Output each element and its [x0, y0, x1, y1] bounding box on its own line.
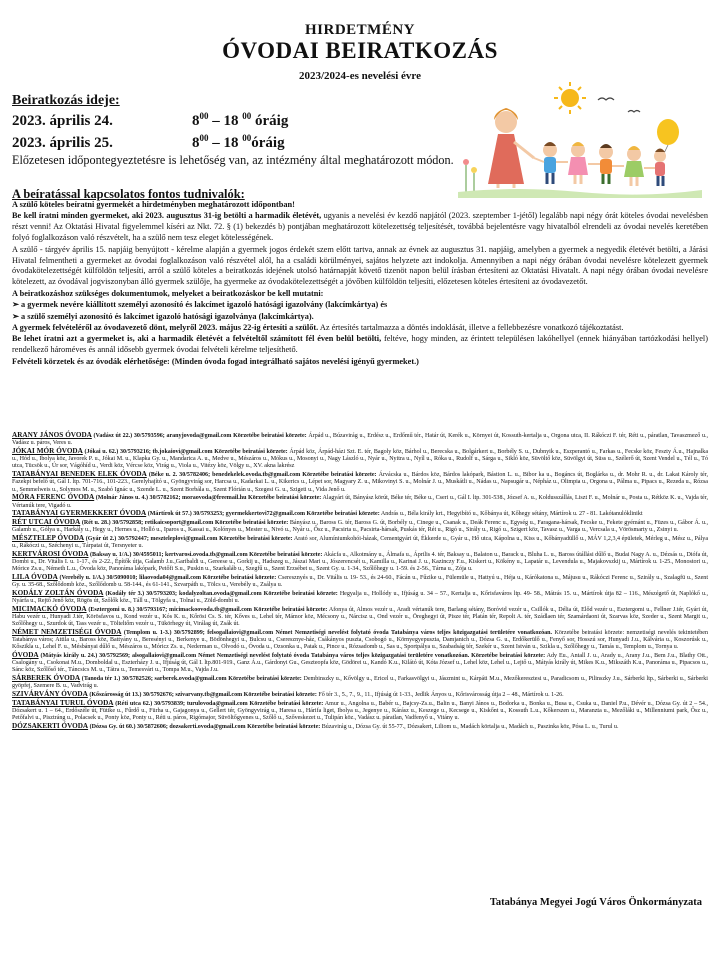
kindergarten-streets: Hegyalja u., Hollódy u., Ifjúság u. 34 – 57., Kertalja u., Kőrisfaváros ltp. 49- 58., Mátrás 15. u., Mártírok útja 82 – 116., Mészégető út, Naplókő u., Nyárfa u., Rejtő Jenő köz, Rögös út, Szőlők köz., Táll u., Tölgyfa u., Tolnai u., Zöld-dombi u.	[12, 590, 709, 604]
kindergarten-contact: (Templom u. 1-3.) 30/5792899; felsogallaiovi@gmail.com Német Nemzetiségi nevelést folytató óvoda Tatabánya város teljes közigazgatási területére vonatkozóan.	[121, 629, 553, 636]
kindergarten-name: MICIMACKÓ ÓVODA	[12, 604, 87, 613]
kindergarten-name: SZIVÁRVÁNY ÓVODA	[12, 689, 88, 698]
kindergarten-contact: (Kőszárosság út 13.) 30/5792676; szivarvany.tb@gmail.com Körzetébe beiratási körzete:	[87, 691, 317, 698]
kindergarten-streets: Árvácska u., Bárdos köz, Bárdos lakópark, Bástion L. u., Bibor ka u., Bogáncs út, Boglárka u., dr. Mohr R. u., dr. Lakat Károly tér, Fazekpi befelő út, Gál I. ltp. 701-716., 101-223., Gerelyhajító u., Gyöngyvirág sor, Harcsa u., Kadarkai L. u., Kikerics u., Lépet sor, Magyary Z. u., Mikovinyi S. u., Molnár J. u., Muskátli u., Nádas u., Napsugár u., Népház u., Olimpia u., Orgona u., Pálma u., Pipacs u., Rezeda u., Rózsa u., Semmelweis u., Solymos M. u., Szabó Ignác u., Szende L. u., Szent Borbála u., Szent Flórián u., Szegesi G. u., Szigeti u., Vida Jenő u.	[12, 472, 708, 493]
kindergarten-entry	[12, 494, 708, 510]
document-item: ➢ a gyermek nevére kiállított személyi azonosító és lakcímet igazoló hatósági igazolvány (lakcímkártya) és	[12, 300, 388, 310]
kindergarten-entry	[12, 590, 708, 606]
extra-enrollment-paragraph	[12, 334, 708, 356]
kindergarten-name: KERTVÁROSI ÓVODA	[12, 549, 89, 558]
teacher-children-illustration	[458, 80, 702, 198]
kindergarten-name: DÓZSAKERTI ÓVODA	[12, 721, 89, 730]
time-from: 8	[192, 113, 200, 129]
kindergarten-entry	[12, 629, 708, 652]
kindergarten-entry	[12, 574, 708, 590]
extra-enrollment-lead: Be lehet íratni azt a gyermeket is, aki a harmadik életévét a felvételtől számított fél éven belül betölti,	[12, 334, 382, 344]
kindergarten-contact: (Verebély u. 1/A.) 30/5090010; lilaovoda04@gmail.com Körzetébe beiratási körzete:	[57, 574, 277, 581]
issuer-signature: Tatabánya Megyei Jogú Város Önkormányzata	[489, 897, 702, 908]
enrollment-date: 2023. április 24.	[12, 113, 113, 129]
kindergarten-contact: (Béke u. 2. 30/5782406; benedekelek.ovoda.tb@gmail.com Körzetébe beiratási körzete:	[146, 472, 377, 479]
kindergarten-streets: Cseresznyés u., Dr. Vitális u. 19- 53., és 24-60., Fácán u., Fűzike u., Fülemüle u., Hattyú u., Héja u., Kárókatona u., Májusu u., Rákóczi Ferenc u., Szirály u., Szalagfü u., Szent Gy. u. 35-68., Szőlődomb köz., Szőlődomb u. 58-144., és 61-141., Szvarpáth u., Tölcs u., Verebély u., Zsálya u.	[12, 574, 708, 589]
kindergarten-name: TATABÁNYAI TURUL ÓVODA	[12, 698, 114, 707]
kindergarten-entry	[12, 519, 708, 535]
kindergarten-contact: (Réti utca 62.) 30/5793839; turulovoda@gmail.com Körzetébe beiratási körzete:	[113, 700, 324, 707]
school-year-subtitle: 2023/2024-es nevelési évre	[299, 70, 421, 82]
kindergarten-entry	[12, 535, 708, 551]
kindergarten-streets: Bányász u., Baross G. tér, Baross G. út, Borbély u., Cinege u., Csanak u., Deák Ferenc u., Egység u., Faragana-hársak, Fecske u., Fekete gyémánt u., Füzes u., Gábor Á. u., Galamb u., Gólya u., Harkály u., Hegy u., Hernes u., Holló u., Iparos u., Kassai u., Kolónyes u., Mester u., Nivó u., Nyár u., Ősz u., Pacsirta u., Pacsirta-hársak, Puskás tér, Rét u., Rigó u., Sirály u., Rigó u., Szigert köz, Tavasz u., Varga u., Vercsala u., Vörösmarty u., Zsinyi u.	[12, 519, 709, 534]
time-from-minutes: 00	[199, 111, 209, 121]
exemption-paragraph: A szülő - tárgyév április 15. napjáig benyújtott - kérelme alapján a gyermek jogos érdekét szem előtt tartva, annak az évnek az augusztus 31. napjáig, amelyben a gyermek a negyedik életévét betölti, a Járási Hivatal felmentheti a gyermeket az óvodai foglalkozáson való részvétel alól, ha a családi körülményei, sajátos helyzete azt indokolja. Amennyiben a napi négy órában óvodai nevelésre kötelezett gyermek óvodakötelezettségét külföldön teljesíti, arról a szülő köteles a beiratkozás idejének utolsó határnapját követő tizenöt napon belül írásban értesíteni az Oktatási Hivatalt. A napi négy órában óvodai nevelésre kötelezett, az óvodával jogviszonyban álló gyermek szülője, ha gyermeke az óvodakötelezettségét a jövőben külföldön teljesíti, előzetesen köteles értesíteni az óvodavezetőt.	[12, 244, 708, 287]
notice-label: HIRDETMÉNY	[304, 22, 415, 38]
kindergarten-entry	[12, 510, 708, 518]
time-suffix: óráig	[251, 135, 285, 151]
important-info-body	[12, 200, 708, 368]
mandatory-enrollment-paragraph	[12, 211, 708, 244]
kindergarten-entry	[12, 652, 708, 675]
kindergarten-name: NÉMET NEMZETISÉGI ÓVODA	[12, 627, 122, 636]
kindergarten-streets: Arató sor, Alumíniumkohói-házak, Cementgyári út, Ékkerde u., Gyár u., Hő utca, Kápolna u., Kiss u., Kőbányadüllő u., MÁV 1,2,3,4 épületek, Mérleg u., Mész u., Pálya u., Rákóczi u., Széchenyi u., Tárpatai út, Tersnyeter u.	[12, 535, 709, 549]
parent-obligation: A szülő köteles beíratni gyermekét a hirdetményben meghatározott időpontban!	[12, 200, 295, 209]
decision-lead: A gyermek felvételéről az óvodavezető dönt, melyről 2023. május 22-ig értesíti a szülőt.	[12, 322, 319, 332]
kindergarten-streets: Akácfa u., Alkotmány u., Álmafa u., Április 4. tér, Baksay u., Balaton u., Barack u., Bluha L. u., Baross útállási dűlő u., Budai Nagy A. u., Dézsás u., Diófa út, Dombi u., Dr. Vitális I. u. 1-17., és 2-22., Építők útja, Galamb J.u.,Garibaldi u., Gereese u., Gorkij u., Hadszeg u., Jászai Mari u., Jószerencsét u., Kamilla u., Karinai J. u., Kazinczy F.u., Kiskert u., Kökény u., Lapatár u., Levendula u., Majakovszkij u., Mártírok u. 1-25., Monostori u., Mórice Zs.u., Németh L.u., Óvoda köz, Panoráma lakópark, Petőfi S.u., Puskin u., Szarkaláb u., Szegfű u., Szent Erzsébet u., Szent Gy. u. 1-34., Szőlőhegy u. 1-59. és 2-56., Tárna u., Zója u.	[12, 551, 708, 573]
kindergarten-contact: (Mátyás király u. 24.) 30/5792569; alsogallaiovi@gmail.com Német Nemzetiségi nevelést folytató óvoda Tatabánya város teljes közigazgatási területére vonatkozóan. Körzetébe beiratási körzete:	[38, 652, 546, 659]
decision-rest: Az értesítés tartalmazza a döntés indoklását, illetve a fellebbezésre vonatkozó tájékoztatást.	[318, 322, 624, 332]
kindergarten-name: TATABÁNYAI GYERMEKKERT ÓVODA	[12, 509, 147, 518]
kindergarten-name: MÓRA FERENC ÓVODA	[12, 493, 95, 502]
kindergarten-name: ARANY JÁNOS ÓVODA	[12, 431, 92, 439]
kindergarten-contact: (Baksay u. 1/A.) 30/4595011; kertvarosi.ovoda.tb@gmail.com Körzetébe beiratási körzete:	[88, 551, 323, 558]
time-from: 8	[192, 135, 200, 151]
kindergarten-contact: (Mártírok út 57.) 30/5793253; gyermekkertovi72@gmail.com Körzetébe beiratási körzete:	[146, 511, 380, 518]
documents-heading: A beiratkozáshoz szükséges dokumentumok, melyeket a beiratkozáskor be kell mutatni:	[12, 288, 324, 298]
kindergarten-name: MÉSZTELEP ÓVODA	[12, 533, 85, 542]
kindergarten-streets: Árpád köz, Árpád-házi Szt. E. tér, Bagoly köz, Bárhol u., Berecska u., Bolgárkert u., Borbély S. u., Dubnyik u., Eszperantó u., Farkas u., Fecske köz, Feszty Á.u., Hajnalka u., Hód u., Ibolya köz, Javorek P. u., Jókai M. u., Klapka Gy. u., Mandarica A. u., Medve u., Mészáros u., Mókus u., Mosonyi u., Nagy László u., Nyár u., Nyitra u., Nyíl u., Róka u., Rudolf u., Sárga u., Sikló köz, Süvöltő köz, Süvölgyi út, Süss u., Szélerő út, Szent Vendel u., Tél u., Tó utca, Tücsök u., Úr sor, Vágóhíd u., Verdi köz, Vércse köz, Virág u., Viola u., Vitézy köz, Völgy u., XV. akna lakrész	[12, 448, 709, 470]
time-from-minutes: 00	[199, 133, 209, 143]
time-to-minutes: 00	[242, 111, 252, 121]
kindergarten-streets: Dembinszky u., Kővölgy u., Ericel u., Farkasvölgyi u., Jászmint u., Kárpáti M.u., Mezőkeresztesi u., Paradicsom u., Pilinszky J.u., Sárberki ltp., Sárberki u., Sárberki gyöpfej, Szemere B. u., Vadvirág u.	[12, 676, 708, 690]
enrollment-heading: Beiratkozás ideje:	[12, 93, 120, 108]
kindergarten-entry	[12, 448, 708, 471]
time-separator: – 18	[208, 135, 243, 151]
kindergarten-entry	[12, 606, 708, 629]
kindergarten-entry	[12, 691, 708, 699]
districts-heading: Felvételi körzetek és az óvodák elérhetősége: (Minden óvoda fogad integrálható sajátos nevelési igényű gyermeket.)	[12, 356, 419, 366]
enrollment-date-row	[12, 133, 285, 152]
time-suffix: óráig	[251, 113, 289, 129]
kindergarten-streets: Búzavirág u., Dózsa Gy. út 55-77., Dózsakert, Liliom u., Madách körtalja u., Madách u., Paszinka köz, Pósa L. u., Turul u.	[320, 723, 619, 730]
kindergarten-entry	[12, 723, 708, 731]
kindergarten-streets: Körzetébe beiratási körzete: nemzetiségi nevelés tekintetében Tatabánya város; Attila u., Baross köz, Battyány u., Beresényi u., Berkenye u., Bödönhegyi u., Bulcsu u., Cseresznye-ház, Csákányos puszta, Csobogó u., Környegyepuszta, Damjanich u., Dózsa G. u., Erdőkerülő u., Fenyő sor, Hosszú sor, Hunyadi J.u., Kálvária u., Koszorúsk u., Kőszikla u., Lehel F. u., Mésbányai dűlő u., Mészáros u., Móricz Zs. u., Nederman u., Olvodó u., Óvoda u., Ozsonka u., Patak u., Pince u., Rózsadomb u., Sas u., Sportpálya u., Szabadság tér, Szekér u., Szent István u., Szikla u., Szőlőhegy u., Tamás u., Templom u., Tornya u.	[12, 629, 708, 651]
mandatory-enrollment-rest: ugyanis a nevelési év kezdő napjától (2023. szeptember 1-jétől) legalább napi négy órát köteles óvodai nevelésben részt venni! Az Oktatási Hivatal figyelemmel kíséri az Nkt. 72. § (1) bekezdés b) pontjában meghatározott kötelezettség teljesítését, továbbá bejelentésre vagy hivatalból elrendeli az óvodai nevelés keretében folyó foglalkozáson való részvételt, ha a szülő nem tesz eleget kötelességének.	[12, 211, 709, 243]
document-item: ➢ a szülő személyi azonosító és lakcímet igazoló hatósági igazolványa (lakcímkártya).	[12, 311, 314, 321]
kindergarten-streets: Árpád u., Búzavirág u., Erdész u., Erdőmű tér., Határ út, Kerék u., Környei út, Kossuth-kertalja u., Orgona utca, II. Rákóczi F. tér, Réti u., páratlan, Tavaszmező u., Vadász u. páros, Veres u.	[12, 433, 709, 447]
kindergarten-contact: (Dózsa Gy. út 60.) 30/5872606; dozsakerti.ovoda@gmail.com Körzetébe beiratási körzete:	[88, 723, 321, 730]
kindergarten-name: KODÁLY ZOLTÁN ÓVODA	[12, 588, 104, 597]
time-to-minutes: 00	[242, 133, 252, 143]
kindergarten-streets: Amur u., Angolna u., Babér u., Bajcsy-Zs.u., Balin u., Banyi János u., Bodorka u., Bonka u., Busa u., Csuka u., Daniel P.u., Dévér u., Dózsa Gy. út 2 – 54., Dózsakert u. 1 – 64., Erdőszéle út, Fütike u., Fűrdő u., Fürha u., Gajagonya u., Gellert tér, Gyöngyvirág u., Haresa u., Hárifa liget, Ibolya u., Jegenye u., Kárász u., Keszege u., Kecsege u., Kiskőnt u., Kossuth L.u., Kőkerszen u., Maranzta u., Mezőláki u., Millenniumi park, Ősz u., Petőfalvi u., Pisztráng u., Polacsek u., Ponty köz, Ponty u., Réti u. páros, Rigómajor, Süvöltőgyenes u., Szőlő u., Szőveskezet u., Tulipán köz., Vadász u. páratlan, Vadfenyő u., Vitány u.	[12, 700, 708, 722]
kindergarten-entry	[12, 471, 708, 494]
appointment-note: Előzetesen időpontegyeztetésre is lehetőség van, az intézmény által meghatározott módon.	[12, 153, 454, 167]
page-title: ÓVODAI BEIRATKOZÁS	[222, 38, 498, 63]
important-info-heading: A beíratással kapcsolatos fontos tudnivalók:	[12, 187, 245, 201]
time-separator: – 18	[208, 113, 243, 129]
kindergarten-name: RÉT UTCAI ÓVODA	[12, 517, 81, 526]
enrollment-date: 2023. április 25.	[12, 135, 113, 151]
kindergarten-contact: (Gyár út 2.) 30/5792447; meszteleplovi@gmail.com Körzetébe beiratási körzete:	[84, 535, 293, 542]
kindergarten-contact: (Rét u. 28.) 30/5792858; retikaicsoport@gmail.com Körzetébe beiratási körzete:	[80, 519, 289, 526]
kindergarten-entry	[12, 700, 708, 723]
kindergarten-list	[12, 432, 708, 731]
kindergarten-name: JÓKAI MÓR ÓVODA	[12, 446, 83, 455]
kindergarten-entry	[12, 432, 708, 448]
kindergarten-contact: (Tanoda tér 1.) 30/5782526; sarberek.ovoda@gmail.com Körzetébe beiratási körzete:	[80, 676, 302, 683]
kindergarten-entry	[12, 551, 708, 574]
kindergarten-streets: Alagyári út, Bányász körút, Béke tér, Béke u., Cseri u., Gál I. ltp. 301-538., József A. u., Koldusszállás, Liszt F. u., Molnár u., Posta u., Rétköz K. u., Vajda tér, Vértanúk tere, Vigadó u.	[12, 495, 708, 509]
extra-enrollment-rest: feltéve, hogy minden, az érintett településen lakóhellyel (ennek hiányában tartózkodási hellyel) rendelkező hároméves és annál idősebb gyermek óvodai felvételi kérelme teljesíthető.	[12, 334, 708, 355]
decision-paragraph	[12, 323, 708, 334]
kindergarten-contact: (Molnár János u. 4.) 30/5782162; moraovoda@freemail.hu Körzetébe beiratási körzete:	[94, 495, 322, 502]
kindergarten-streets: Ady Eu., Antall J. u., Arady u., Arany J.u., Bem J.u., Blathy Ott., Csalogány u., Csokonai M.u., Domboldal u., Eszterházy J. u., Ifjúság út, Gál I. ltp.801-919., Ganz Á.u., Gárdonyi Gu., Geszteopfa köz, Gödörei u., Kandó K.u., Kilátó út, Kóta József u., Lehel köz, Lehel u., Lejtő u., Mátyás király út, Mikes K.u., Mikszáth K.u., Panoráma u., Pipacsos u., Sánc köz, Szőlőső tér., Táncsics M. u., Tátra u., Temesvári u., Tompa M.u., Vajda J.u.	[12, 652, 708, 674]
kindergarten-name: SÁRBEREK ÓVODA	[12, 674, 81, 683]
kindergarten-name: TATABÁNYAI BENEDEK ELEK ÓVODA	[12, 470, 147, 479]
enrollment-date-row	[12, 111, 288, 130]
kindergarten-contact: (Vadász út 22.) 30/5793596; aranyjovoda@gmail.com Körzetébe beiratási körzete:	[91, 433, 307, 439]
kindergarten-name: ÓVODA	[12, 650, 39, 659]
kindergarten-contact: (Esztergomi u. 8.) 30/5793167; micimackoovoda.tb@gmail.com Körzetébe beiratási körzete:	[86, 606, 328, 613]
mandatory-enrollment-lead: Be kell íratni minden gyermeket, aki 2023. augusztus 31-ig betölti a harmadik életévét,	[12, 211, 322, 221]
kindergarten-name: LILA ÓVODA	[12, 572, 58, 581]
kindergarten-contact: (Jókai u. 62.) 30/5793216; tb.jokaiovi@gmail.com Körzetébe beiratási körzete:	[82, 448, 288, 455]
kindergarten-streets: András u., Béla király krt., Hegyibító u., Kőbánya út, Kőhegy sétány, Mártírok u. 27 - 81. Lakótanulóklinikt	[379, 511, 643, 518]
kindergarten-streets: Afonya út, Almos vezér u., Aradi vértanúk tere, Barlang sétány, Boróvid vezér u., Csillók u., Délia út, Előd vezér u., Esztergomi u., Fellner J.tér, Gyári út, Habu vezér u., Hunyadi J.tér, Körösfavos u., Kond vezér u., Kós K. u., Kőrösi Cs. S. tér, Kőves u., Lehel tér, Mámor köz, Mécsony u., Nárcisz u., Ond vezér u., Öreghegyi út, Pisze tér, Platán tér, Repolt A. tér, Szádlaen tér, Szamárdaoni út, Szarvas köz, Szeder u., Szent Margit u., Szőlőhegy u., Szurdok út, Tass vezér u., Tölteltőm vezér u., Tükörhegy út, Virálag út, Zsák út.	[12, 606, 708, 628]
kindergarten-streets: Fő tér 3., 5., 7., 9., 11., Ifjúság út 1-33., Jedlik Ányos u., Kőrisvárosság útja 2 – 48., Mártírok u. 1-26.	[316, 691, 564, 698]
kindergarten-entry	[12, 675, 708, 691]
kindergarten-contact: (Kodály tér 3.) 30/5793203; kodalyzoltan.ovoda@gmail.com Körzetébe beiratási körzete:	[103, 590, 338, 597]
